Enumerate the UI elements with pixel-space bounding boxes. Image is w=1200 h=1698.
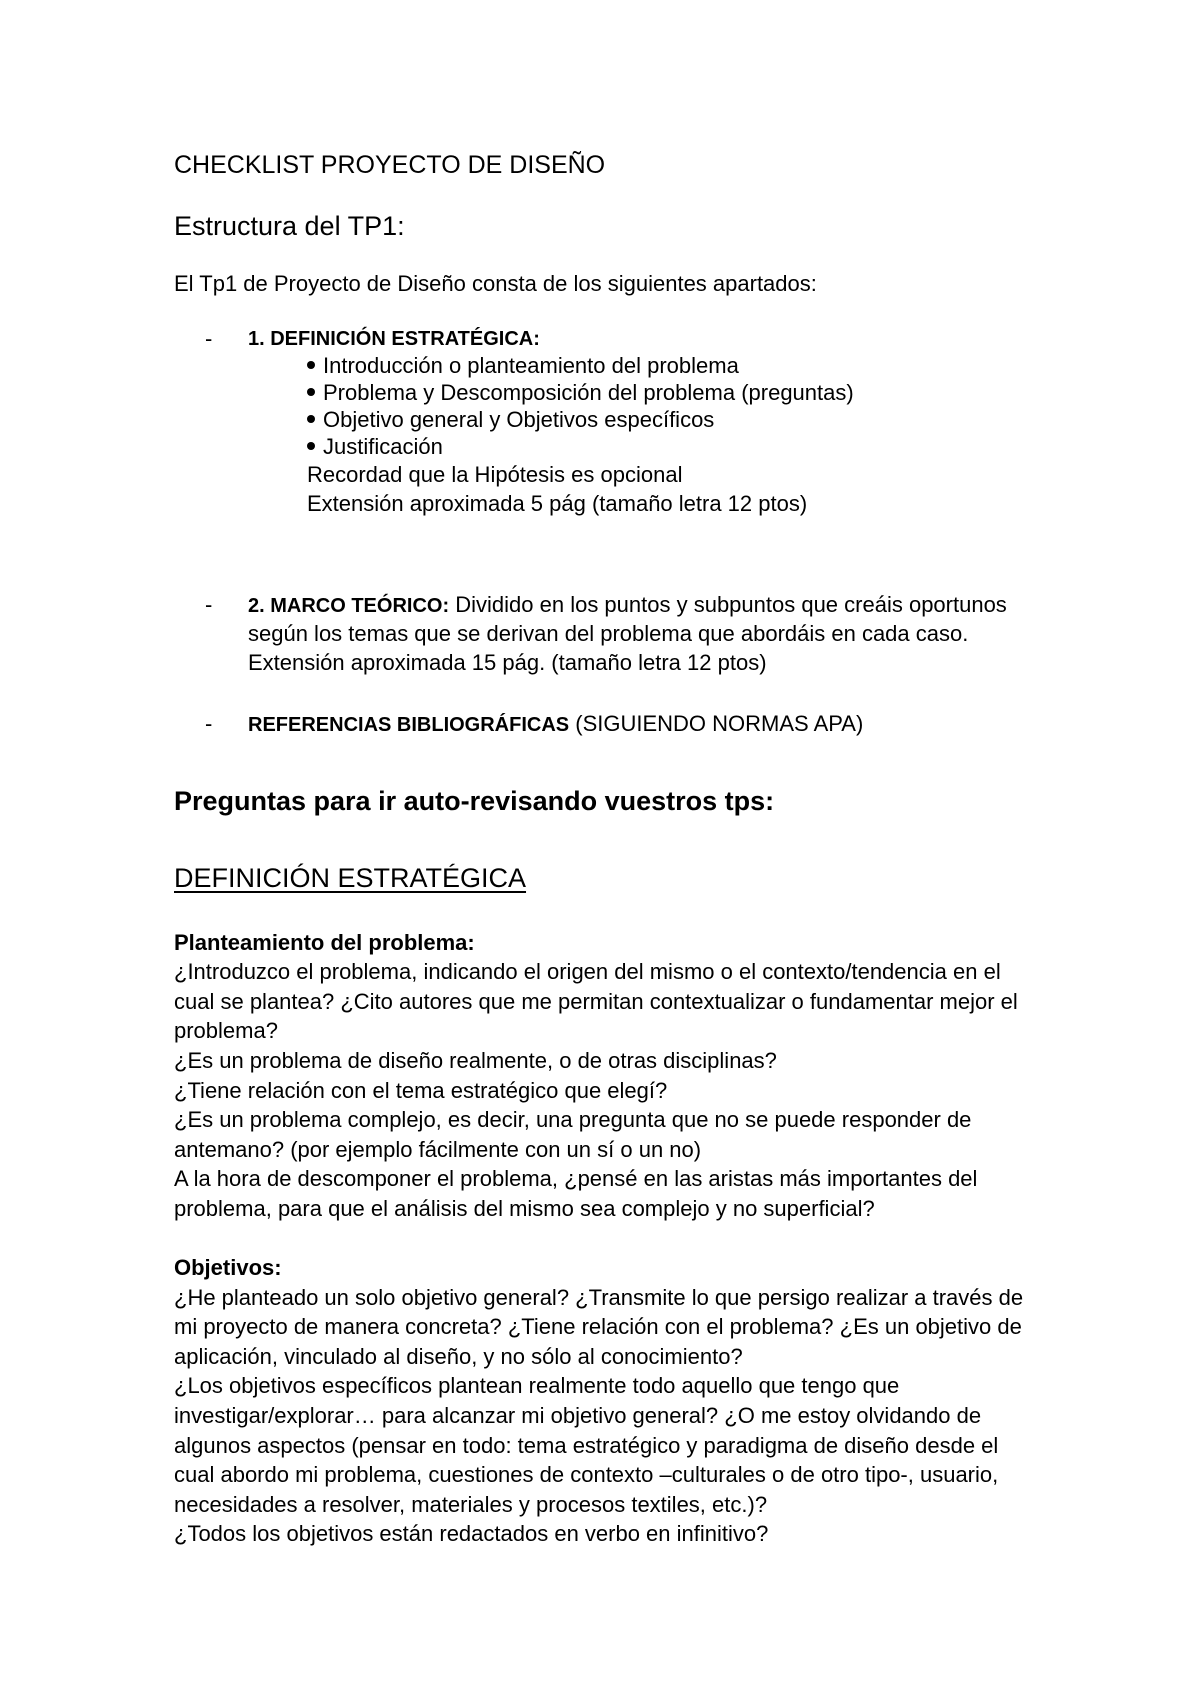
bullet-icon [307,415,315,423]
list-dash: - [205,592,213,617]
planteamiento-line: problema? [174,1018,278,1043]
section2-line1 [248,590,1007,621]
objetivos-line: algunos aspectos (pensar en todo: tema estratégico y paradigma de diseño desde el [174,1433,999,1458]
planteamiento-line: A la hora de descomponer el problema, ¿pensé en las aristas más importantes del [174,1166,978,1191]
section2-line2: según los temas que se derivan del problema que abordáis en cada caso. [248,621,969,646]
section3-label: REFERENCIAS BIBLIOGRÁFICAS [248,714,570,736]
structure-heading: Estructura del TP1: [174,211,405,241]
objetivos-line: mi proyecto de manera concreta? ¿Tiene relación con el problema? ¿Es un objetivo de [174,1314,1022,1339]
bullet-item [307,351,739,381]
section1-note-extension: Extensión aproximada 5 pág (tamaño letra 12 ptos) [307,491,808,516]
section2-label: 2. MARCO TEÓRICO: [248,595,450,617]
bullet-text: Justificación [323,434,443,459]
structure-intro: El Tp1 de Proyecto de Diseño consta de los siguientes apartados: [174,271,817,296]
document-title: CHECKLIST PROYECTO DE DISEÑO [174,151,606,179]
bullet-text: Problema y Descomposición del problema (preguntas) [323,380,854,405]
bullet-text: Objetivo general y Objetivos específicos [323,407,715,432]
bullet-text: Introducción o planteamiento del problema [323,353,739,378]
definicion-heading: DEFINICIÓN ESTRATÉGICA [174,863,527,893]
bullet-icon [307,442,315,450]
objetivos-heading: Objetivos: [174,1255,282,1280]
planteamiento-line: antemano? (por ejemplo fácilmente con un sí o un no) [174,1137,702,1162]
planteamiento-line: problema, para que el análisis del mismo sea complejo y no superficial? [174,1196,875,1221]
objetivos-line: investigar/explorar… para alcanzar mi objetivo general? ¿O me estoy olvidando de [174,1403,982,1428]
bullet-icon [307,361,315,369]
bullet-item [307,378,854,408]
bullet-item [307,405,714,435]
objetivos-line: ¿He planteado un solo objetivo general? ¿Transmite lo que persigo realizar a través de [174,1285,1024,1310]
objetivos-line: aplicación, vinculado al diseño, y no sólo al conocimiento? [174,1344,743,1369]
section2-line3: Extensión aproximada 15 pág. (tamaño letra 12 ptos) [248,650,767,675]
planteamiento-line: cual se plantea? ¿Cito autores que me permitan contextualizar o fundamentar mejor el [174,989,1018,1014]
planteamiento-line: ¿Tiene relación con el tema estratégico que elegí? [174,1078,668,1103]
section3-line [248,709,863,740]
objetivos-line: ¿Los objetivos específicos plantean realmente todo aquello que tengo que [174,1373,900,1398]
questions-heading: Preguntas para ir auto-revisando vuestros tps: [174,786,775,816]
list-dash: - [205,326,213,351]
bullet-item [307,432,443,462]
objetivos-line: ¿Todos los objetivos están redactados en verbo en infinitivo? [174,1521,769,1546]
section1-note-hipotesis: Recordad que la Hipótesis es opcional [307,462,683,487]
planteamiento-line: ¿Introduzco el problema, indicando el origen del mismo o el contexto/tendencia en el [174,959,1001,984]
planteamiento-line: ¿Es un problema complejo, es decir, una pregunta que no se puede responder de [174,1107,972,1132]
objetivos-line: cual abordo mi problema, cuestiones de contexto –culturales o de otro tipo-, usuario, [174,1462,999,1487]
planteamiento-heading: Planteamiento del problema: [174,930,475,955]
section1-label: 1. DEFINICIÓN ESTRATÉGICA: [248,328,540,350]
section2-text: Dividido en los puntos y subpuntos que creáis oportunos [449,592,1007,617]
objetivos-line: necesidades a resolver, materiales y procesos textiles, etc.)? [174,1492,768,1517]
list-dash: - [205,711,213,736]
planteamiento-line: ¿Es un problema de diseño realmente, o de otras disciplinas? [174,1048,777,1073]
bullet-icon [307,388,315,396]
section3-text: (SIGUIENDO NORMAS APA) [569,711,864,736]
